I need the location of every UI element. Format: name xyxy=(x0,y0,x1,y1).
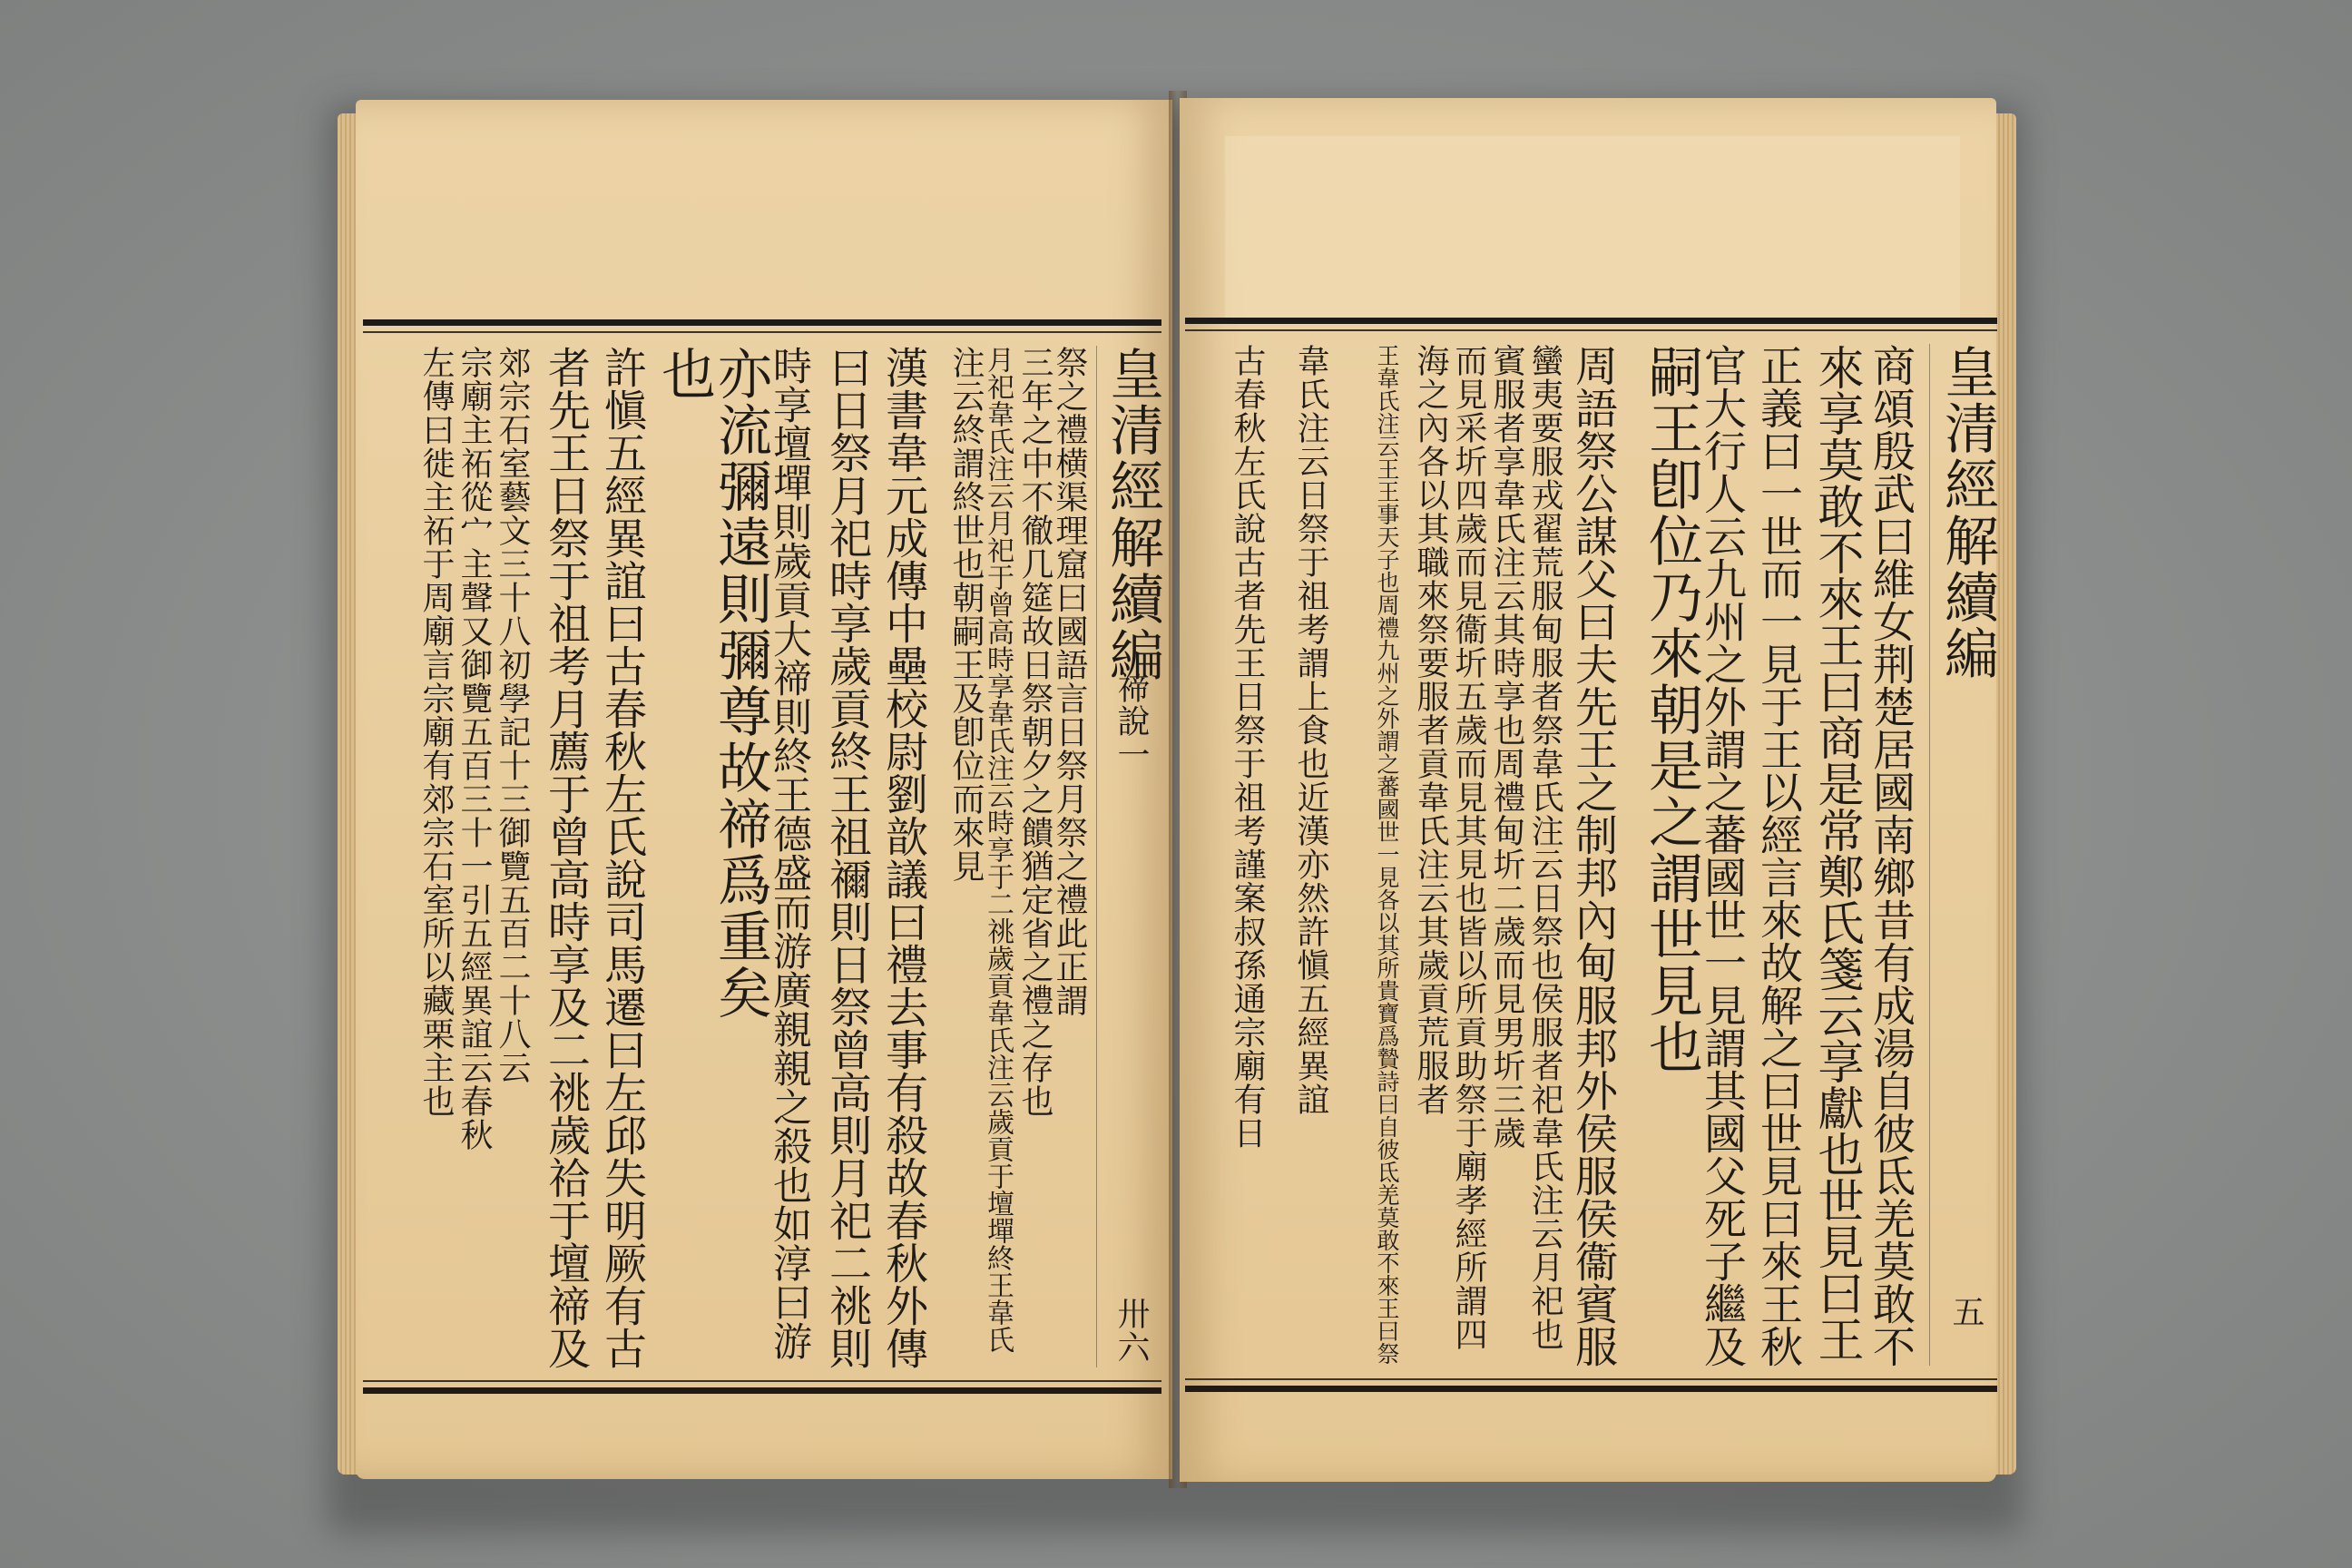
text-column: 韋氏注云日祭于祖考謂上食也近漢亦然許愼五經異誼 xyxy=(1292,344,1329,1116)
text-column: 賓服者享韋氏注云其時享也周禮甸圻二歲而見男圻三歲 xyxy=(1488,344,1525,1150)
right-page xyxy=(1180,98,1999,1482)
text-column: 曰日祭月祀時享歲貢終王祖禰則日祭曾高則月祀二祧則 xyxy=(822,346,872,1369)
text-column: 左傳曰徙主祏于周廟言宗廟有郊宗石室所以藏栗主也 xyxy=(417,346,455,1118)
text-column: 皇清經解續編 xyxy=(1936,344,1999,681)
text-column: 而見采圻四歲而見衞圻五歲而見其見也皆以所貢助祭于廟孝經所謂四 xyxy=(1450,344,1487,1351)
frame-top-rule xyxy=(363,331,1161,333)
column-rule xyxy=(1096,346,1097,1367)
frame-bottom-rule xyxy=(1185,1378,1997,1380)
text-column: 周語祭公謀父曰夫先王之制邦內甸服邦外侯服侯衞賓服 xyxy=(1568,344,1618,1367)
folio-number: 五 xyxy=(1947,1295,1984,1328)
folio-number: 卅六 xyxy=(1112,1297,1150,1364)
text-column: 正義曰一世而一見于王以經言來故解之曰世見曰來王秋 xyxy=(1753,344,1803,1367)
text-column: 皇清經解續編 xyxy=(1101,346,1164,683)
text-column: 古春秋左氏說古者先王日祭于祖考謹案叔孫通宗廟有日 xyxy=(1229,344,1266,1150)
left-page xyxy=(356,100,1172,1479)
text-column: 月祀韋氏注云月祀于曾高時享韋氏注云時享于二祧歲貢韋氏注云歲貢于壇墠終王韋氏 xyxy=(982,346,1014,1353)
text-column: 亦流彌遠則彌尊故禘爲重矣 xyxy=(709,346,772,1021)
text-column: 來享莫敢不來王曰商是常鄭氏箋云享獻也世見曰王 xyxy=(1809,344,1863,1362)
left-text-frame xyxy=(363,319,1164,1394)
text-column: 蠻夷要服戎翟荒服甸服者祭韋氏注云日祭也侯服者祀韋氏注云月祀也 xyxy=(1526,344,1563,1351)
paper-repair-patch xyxy=(1225,136,1960,318)
text-column: 也 xyxy=(652,346,716,402)
text-column: 時享壇墠則歲貢大禘則終王德盛而游廣親親之殺也如淳曰游 xyxy=(767,346,812,1360)
section-label: 禘說一 xyxy=(1112,671,1150,771)
text-column: 商頌殷武曰維女荆楚居國南鄉昔有成湯自彼氐羌莫敢不 xyxy=(1866,344,1916,1367)
text-column: 王韋氏注云王王事天子也周禮九州之外謂之蕃國世一見各以其所貴寶爲贄詩曰自彼氐羌莫敢不來王曰祭 xyxy=(1374,344,1400,1365)
text-column: 漢書韋元成傳中壘校尉劉歆議曰禮去事有殺故春秋外傳 xyxy=(878,346,928,1369)
text-column: 許愼五經異誼曰古春秋左氏說司馬遷曰左邱失明厥有古 xyxy=(597,346,647,1369)
text-column: 郊宗石室藝文三十八初學記十三御覽五百二十八云 xyxy=(494,346,531,1084)
frame-top-rule xyxy=(1185,329,1997,331)
text-column: 嗣王卽位乃來朝是之謂世見也 xyxy=(1640,344,1703,1075)
text-column: 者先王日祭于祖考月薦于曾高時享及二祧歲祫于壇禘及 xyxy=(541,346,591,1369)
right-text-frame xyxy=(1185,318,1997,1392)
column-rule xyxy=(1929,344,1930,1366)
text-column: 注云終謂終世也朝嗣王及卽位而來見 xyxy=(947,346,985,883)
frame-bottom-rule xyxy=(363,1380,1161,1382)
text-column: 三年之中不徹几筵故日祭朝夕之饋猶定省之禮之存也 xyxy=(1016,346,1054,1118)
text-column: 宗廟主祏從宀主聲又御覽五百三十一引五經異誼云春秋 xyxy=(456,346,493,1152)
text-column: 官大行人云九州之外謂之蕃國世一見謂其國父死子繼及 xyxy=(1697,344,1747,1367)
text-column: 祭之禮横渠理窟曰國語言日祭月祭之禮此正謂 xyxy=(1051,346,1088,1017)
text-column: 海之內各以其職來祭要服者貢韋氏注云其歲貢荒服者 xyxy=(1412,344,1449,1116)
